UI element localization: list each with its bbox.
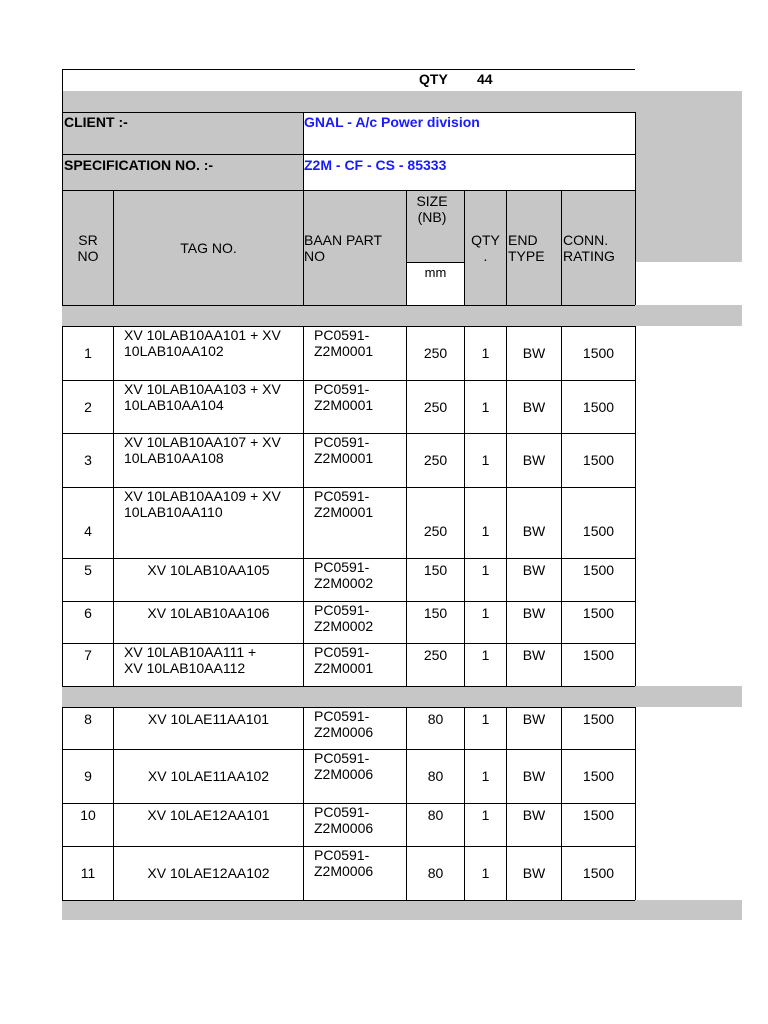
tag-no-cell [124,644,302,676]
grid-line [62,190,635,191]
qty-value: 44 [477,71,493,87]
qty-label: QTY [419,71,448,87]
conn-rating-cell: 1500 [582,523,615,539]
sr-no-cell: 1 [84,345,92,361]
tag-no-cell-line: XV 10LAB10AA103 + XV [124,381,281,397]
grid-line [62,900,635,901]
baan-part-cell-line: PC0591- [314,559,370,575]
end-type-cell: BW [522,605,546,621]
tag-no-cell-line: 10LAB10AA104 [124,397,224,413]
baan-part-cell-line: PC0591- [314,847,370,863]
spec-value: Z2M - CF - CS - 85333 [304,157,447,173]
tag-no-cell-line: XV 10LAE11AA102 [147,768,270,784]
baan-part-cell-line: Z2M0001 [314,504,374,520]
tag-no-cell-line: XV 10LAB10AA101 + XV [124,327,281,343]
conn-rating-cell: 1500 [582,807,615,823]
tag-no-cell [114,562,303,578]
size-cell: 250 [423,452,448,468]
conn-rating-cell: 1500 [582,399,615,415]
qty-cell: 1 [481,562,490,578]
tag-no-cell [114,865,303,881]
conn-rating-cell: 1500 [582,605,615,621]
conn-rating-cell: 1500 [582,345,615,361]
baan-part-cell-line: Z2M0001 [314,397,374,413]
shade-band-client [62,91,742,112]
grid-line [635,112,636,305]
baan-part-cell [314,644,406,676]
tag-no-cell-line: XV 10LAB10AA106 [147,605,270,621]
end-type-cell: BW [522,865,546,881]
baan-part-cell-line: Z2M0006 [314,724,374,740]
grid-line [62,305,635,306]
conn-rating-cell: 1500 [582,647,615,663]
client-label: CLIENT :- [64,114,128,130]
size-cell: 150 [423,562,448,578]
tag-no-cell-line: 10LAB10AA110 [124,504,223,520]
qty-cell: 1 [481,399,490,415]
baan-part-cell-line: Z2M0002 [314,575,374,591]
client-value: GNAL - A/c Power division [304,114,480,130]
grid-line [62,154,635,155]
size-cell: 250 [423,399,448,415]
size-cell: 80 [427,807,444,823]
col-header-tag: TAG NO. [180,240,237,256]
grid-line [62,686,635,687]
baan-part-cell-line: PC0591- [314,488,370,504]
col-header-baan: BAAN PART NO [304,232,383,264]
size-cell: 250 [423,523,448,539]
baan-part-cell [314,804,406,836]
end-type-cell: BW [522,768,546,784]
baan-part-cell [314,602,406,634]
tag-no-cell [124,381,302,413]
baan-part-cell-line: PC0591- [314,644,370,660]
tag-no-cell [114,768,303,784]
sr-no-cell: 5 [84,562,92,578]
qty-cell: 1 [481,865,490,881]
end-type-cell: BW [522,399,546,415]
baan-part-cell-line: PC0591- [314,602,370,618]
sr-no-cell: 3 [84,452,92,468]
qty-cell: 1 [481,605,490,621]
grid-line [635,707,636,900]
tag-no-cell [114,807,303,823]
shade-band-end [62,900,742,920]
tag-no-cell [114,605,303,621]
baan-part-cell [314,434,406,466]
sr-no-cell: 9 [84,768,92,784]
tag-no-cell [124,488,302,520]
baan-part-cell-line: Z2M0006 [314,766,374,782]
grid-line [303,112,304,305]
baan-part-cell-line: PC0591- [314,708,370,724]
end-type-cell: BW [522,807,546,823]
size-cell: 250 [423,345,448,361]
tag-no-cell-line: XV 10LAB10AA111 + [124,644,257,660]
baan-part-cell-line: PC0591- [314,434,370,450]
conn-rating-cell: 1500 [582,865,615,881]
sr-no-cell: 4 [84,523,92,539]
end-type-cell: BW [522,647,546,663]
sr-no-cell: 10 [80,807,96,823]
end-type-cell: BW [522,562,546,578]
qty-cell: 1 [481,345,490,361]
baan-part-cell-line: Z2M0001 [314,343,374,359]
sr-no-cell: 6 [84,605,92,621]
tag-no-cell [124,327,302,359]
size-cell: 80 [427,865,444,881]
baan-part-cell [314,327,406,359]
baan-part-cell-line: Z2M0002 [314,618,374,634]
sr-no-cell: 2 [84,399,92,415]
size-cell: 250 [423,647,448,663]
col-header-qty: QTY . [471,232,500,264]
baan-part-cell [314,708,406,740]
baan-part-cell [314,847,406,879]
col-header-sr: SR NO [77,232,99,264]
end-type-cell: BW [522,711,546,727]
baan-part-cell-line: Z2M0006 [314,820,374,836]
baan-part-cell-line: PC0591- [314,381,370,397]
baan-part-cell [314,559,406,591]
qty-cell: 1 [481,711,490,727]
conn-rating-cell: 1500 [582,452,615,468]
conn-rating-cell: 1500 [582,711,615,727]
baan-part-cell-line: PC0591- [314,327,370,343]
sr-no-cell: 8 [84,711,92,727]
baan-part-cell [314,750,406,782]
end-type-cell: BW [522,523,546,539]
conn-rating-cell: 1500 [582,768,615,784]
tag-no-cell-line: XV 10LAB10AA109 + XV [124,488,281,504]
spec-label: SPECIFICATION NO. :- [64,157,214,173]
tag-no-cell-line: XV 10LAE12AA102 [147,865,270,881]
grid-line [506,190,507,305]
shade-band-mid [62,686,742,707]
tag-no-cell-line: XV 10LAE12AA101 [147,807,270,823]
baan-part-cell-line: PC0591- [314,804,370,820]
qty-cell: 1 [481,647,490,663]
baan-part-cell-line: PC0591- [314,750,370,766]
grid-line [62,69,63,305]
baan-part-cell [314,488,406,520]
baan-part-cell [314,381,406,413]
shade-right-header [635,112,742,262]
tag-no-cell-line: XV 10LAB10AA112 [124,660,246,676]
shade-band-after-header [62,305,742,326]
tag-no-cell [114,711,303,727]
tag-no-cell-line: XV 10LAB10AA107 + XV [124,434,281,450]
tag-no-cell [124,434,302,466]
col-header-size: SIZE (NB) [416,193,448,225]
grid-line [62,69,635,70]
baan-part-cell-line: Z2M0001 [314,450,374,466]
conn-rating-cell: 1500 [582,562,615,578]
qty-cell: 1 [481,452,490,468]
end-type-cell: BW [522,345,546,361]
tag-no-cell-line: 10LAB10AA108 [124,450,224,466]
baan-part-cell-line: Z2M0006 [314,863,374,879]
col-header-conn-rating: CONN. RATING [563,232,615,264]
size-cell: 80 [427,711,444,727]
tag-no-cell-line: XV 10LAB10AA105 [147,562,270,578]
tag-no-cell-line: XV 10LAE11AA101 [147,711,270,727]
sr-no-cell: 7 [84,647,92,663]
tag-no-cell-line: 10LAB10AA102 [124,343,224,359]
size-cell: 80 [427,768,444,784]
col-header-end-type: END TYPE [508,232,545,264]
baan-part-cell-line: Z2M0001 [314,660,374,676]
end-type-cell: BW [522,452,546,468]
qty-cell: 1 [481,807,490,823]
qty-cell: 1 [481,768,490,784]
grid-line [62,112,635,113]
col-header-size-unit: mm [424,265,447,280]
size-cell: 150 [423,605,448,621]
sr-no-cell: 11 [80,865,96,881]
qty-cell: 1 [481,523,490,539]
grid-line [406,262,464,263]
grid-line [561,190,562,305]
grid-line [635,326,636,686]
